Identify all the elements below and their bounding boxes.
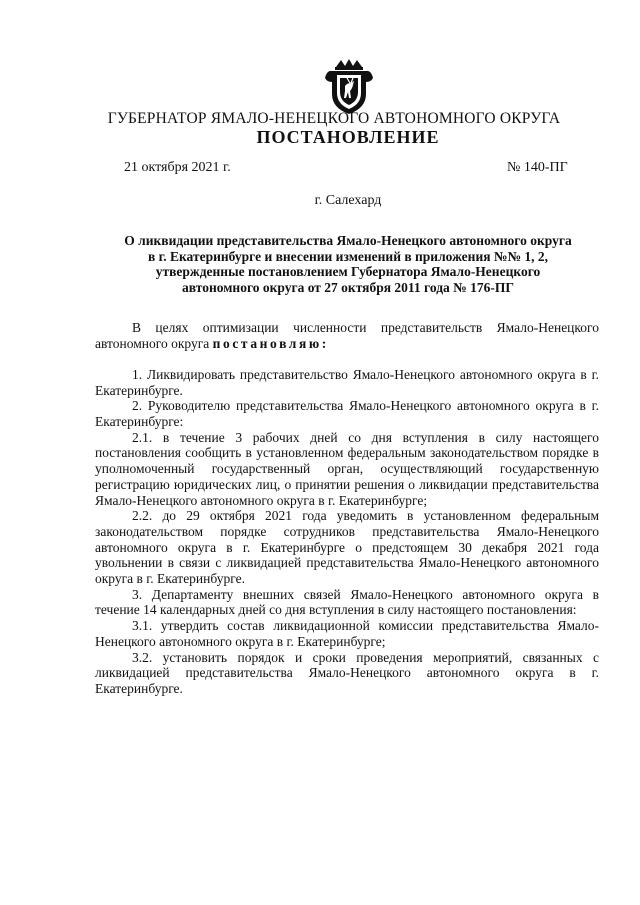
document-city: г. Салехард bbox=[314, 193, 382, 208]
issuing-authority: ГУБЕРНАТОР ЯМАЛО-НЕНЕЦКОГО АВТОНОМНОГО ОКРУГА bbox=[107, 110, 561, 127]
clause-3: 3. Департаменту внешних связей Ямало-Ненецкого автономного округа в течение 14 календарных дней со дня вступления в силу настоящего постановления: bbox=[95, 586, 599, 618]
intro-paragraph bbox=[95, 320, 599, 351]
document-title bbox=[96, 233, 600, 295]
title-line: О ликвидации представительства Ямало-Ненецкого автономного округа bbox=[124, 233, 572, 248]
clause-3-1: 3.1. утвердить состав ликвидационной комиссии представительства Ямало-Ненецкого автономного округа в г. Екатеринбурге; bbox=[95, 618, 599, 649]
coat-of-arms-icon bbox=[323, 56, 375, 118]
clause-1: 1. Ликвидировать представительство Ямало-Ненецкого автономного округа в г. Екатеринбурге. bbox=[95, 366, 599, 398]
intro-text: В целях оптимизации численности представительств Ямало-Ненецкого автономного округа bbox=[95, 320, 599, 351]
clause-2-2: 2.2. до 29 октября 2021 года уведомить в установленном федеральным законодательством порядке сотрудников представительства Ямало-Ненецкого автономного округа в г. Екатеринбурге о предстоящем 30 декабря 2021 года увольнении в связи с ликвидацией представительства Ямало-Ненецкого автономного округа в г. Екатеринбурге. bbox=[95, 508, 599, 587]
document-type: ПОСТАНОВЛЕНИЕ bbox=[256, 127, 440, 147]
clause-2-1: 2.1. в течение 3 рабочих дней со дня вступления в силу настоящего постановления сообщить в установленном федеральным законодательством порядке в уполномоченный государственный орган, осуществляющий государственную регистрацию юридических лиц, о принятии решения о ликвидации представительства Ямало-Ненецкого автономного округа в г. Екатеринбурге; bbox=[95, 429, 599, 508]
clause-2: 2. Руководителю представительства Ямало-Ненецкого автономного округа в г. Екатеринбурге: bbox=[95, 398, 599, 430]
document-date: 21 октября 2021 г. bbox=[124, 160, 231, 175]
title-line: автономного округа от 27 октября 2011 года № 176-ПГ bbox=[182, 279, 514, 295]
document-body bbox=[95, 320, 599, 697]
title-line: утвержденные постановлением Губернатора Ямало-Ненецкого bbox=[155, 264, 541, 279]
decree-word: постановляю: bbox=[212, 335, 329, 351]
clause-3-2: 3.2. установить порядок и сроки проведения мероприятий, связанных с ликвидацией представительства Ямало-Ненецкого автономного округа в г. Екатеринбурге. bbox=[95, 649, 599, 696]
title-line: в г. Екатеринбурге и внесении изменений в приложения №№ 1, 2, bbox=[147, 248, 549, 264]
document-number: № 140-ПГ bbox=[507, 160, 568, 175]
